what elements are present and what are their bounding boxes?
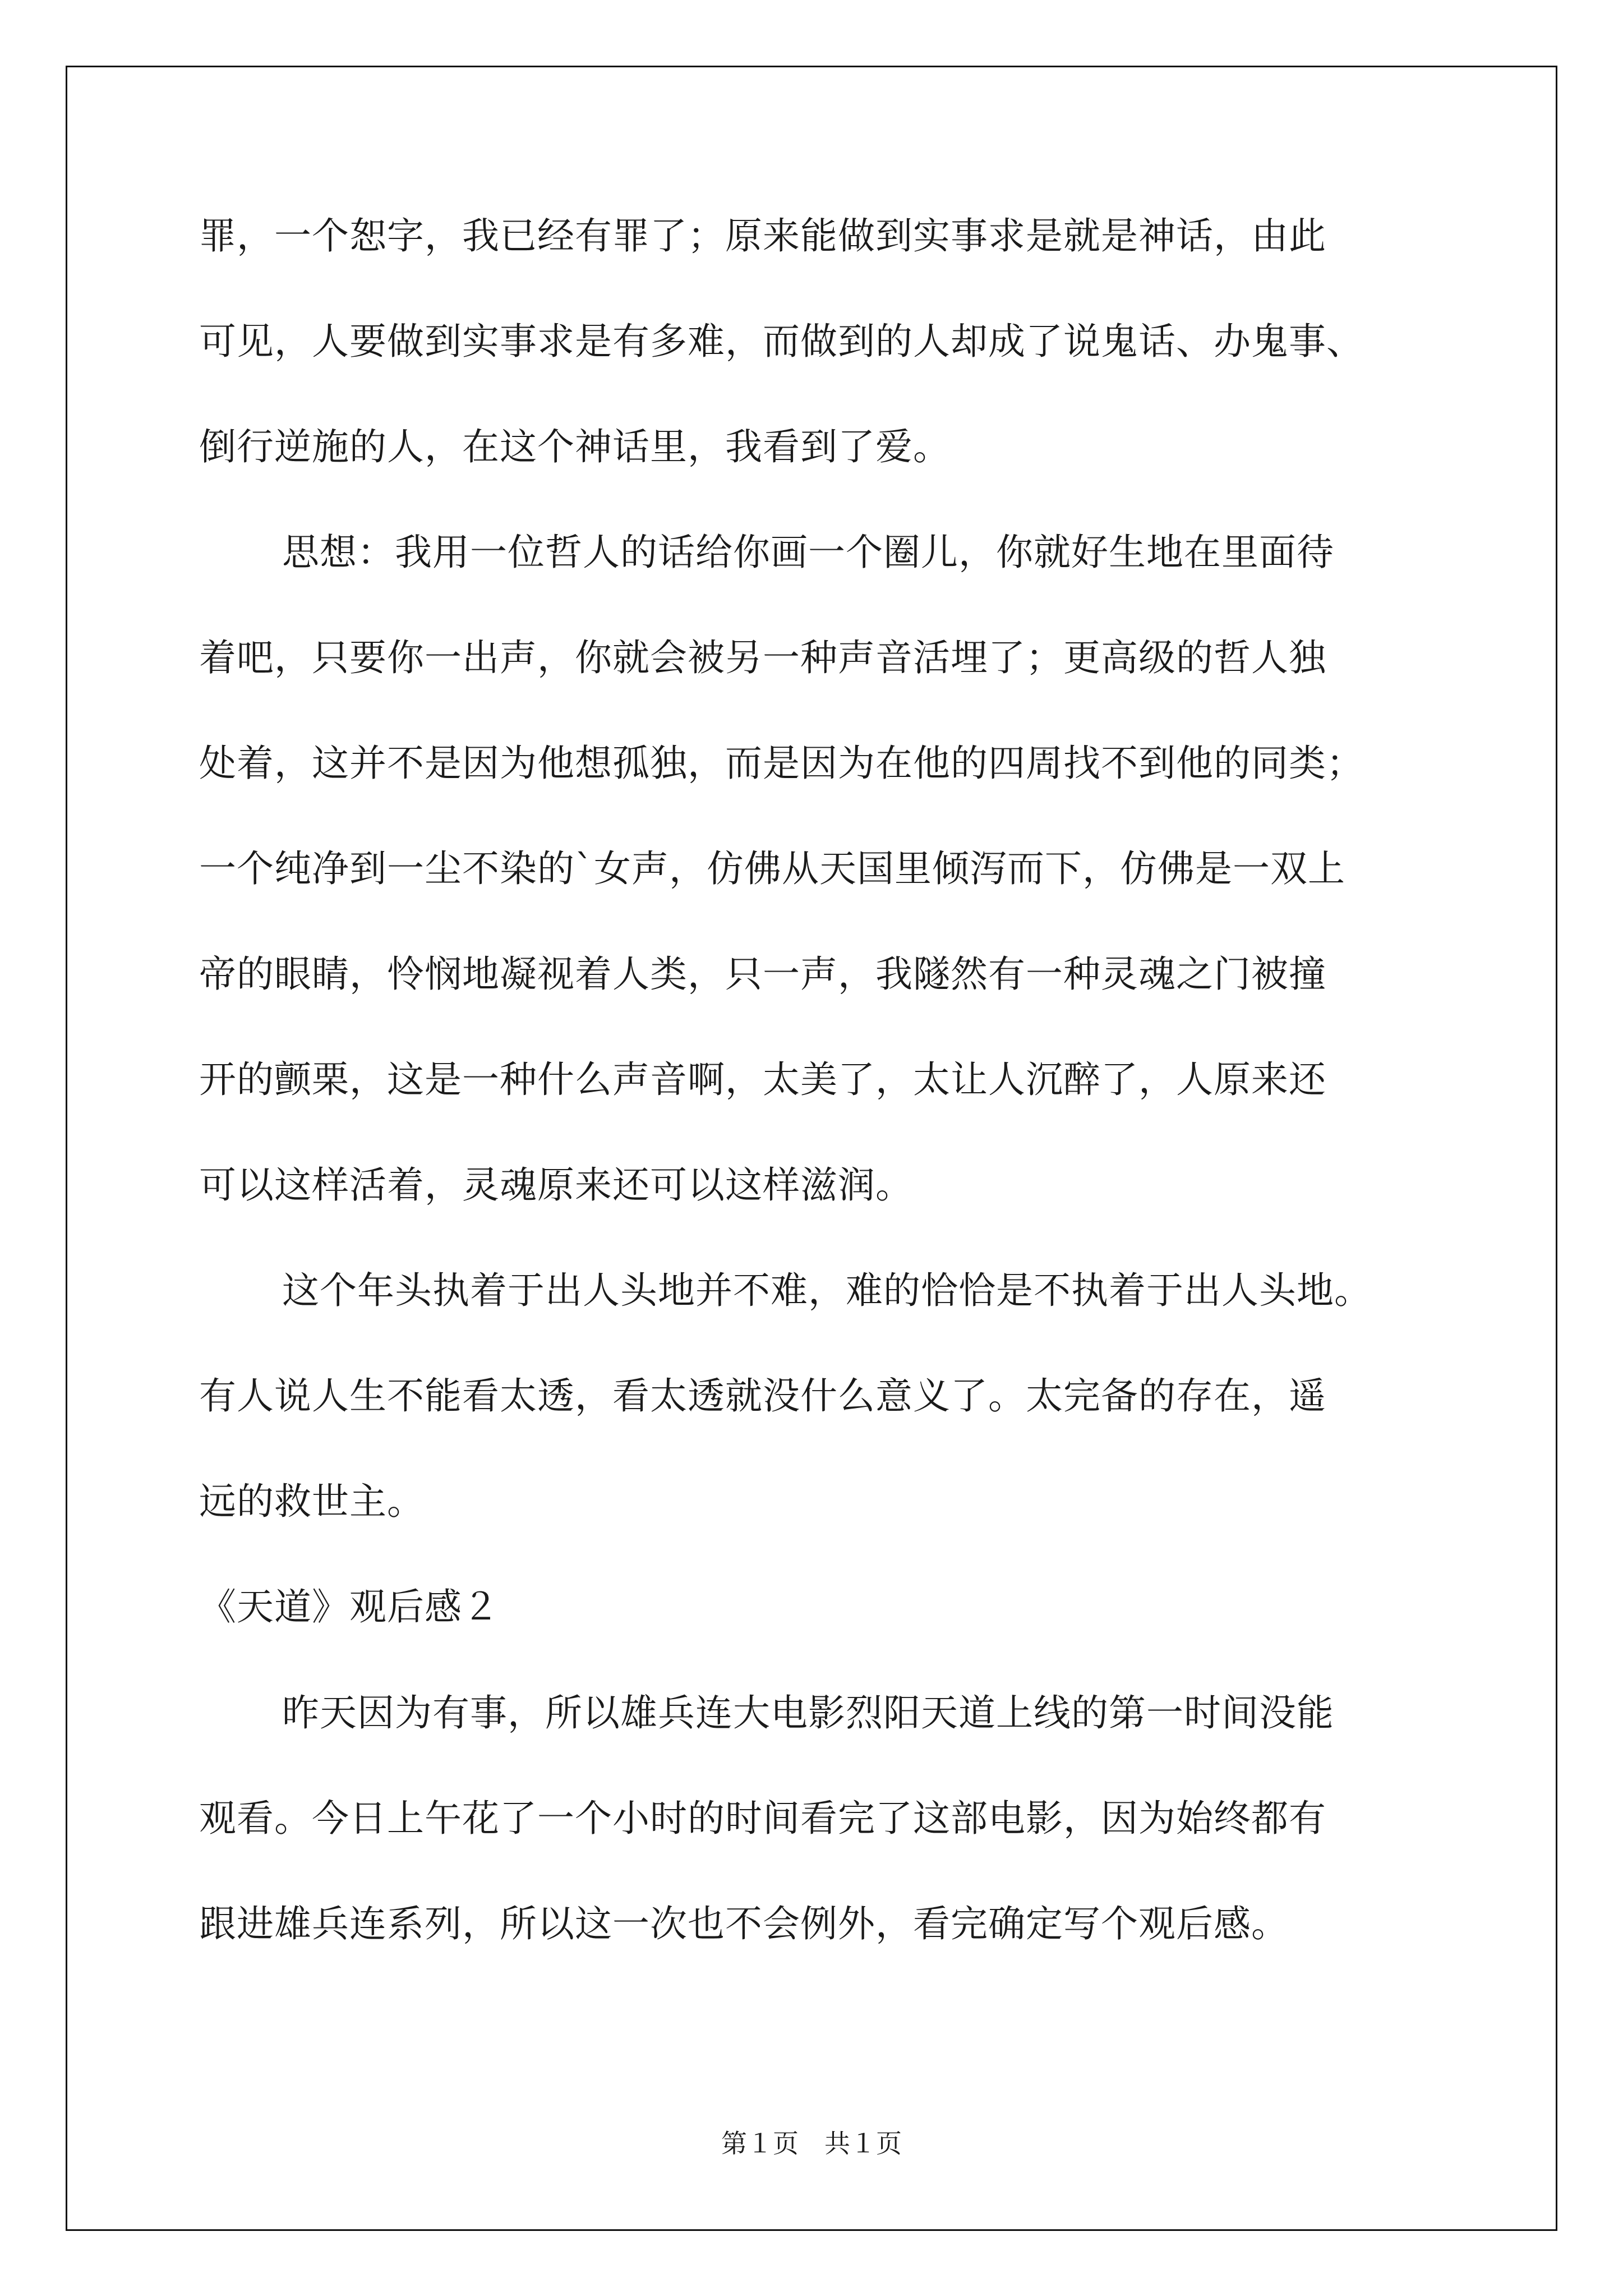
text-line-3: 倒行逆施的人，在这个神话里，我看到了爱。 (199, 425, 951, 468)
text-line-9: 开的颤栗，这是一种什么声音啊，太美了，太让人沉醉了，人原来还 (199, 1058, 1326, 1101)
text-line-14: 昨天因为有事，所以雄兵连大电影烈阳天道上线的第一时间没能 (282, 1691, 1334, 1734)
text-line-12: 有人说人生不能看太透，看太透就没什么意义了。太完备的存在，遥 (199, 1374, 1326, 1418)
text-line-5: 着吧，只要你一出声，你就会被另一种声音活埋了；更高级的哲人独 (199, 636, 1326, 679)
text-line-8: 帝的眼睛，怜悯地凝视着人类，只一声，我隧然有一种灵魂之门被撞 (199, 953, 1326, 996)
text-line-4: 思想：我用一位哲人的话给你画一个圈儿，你就好生地在里面待 (282, 531, 1334, 574)
text-line-1: 罪，一个恕字，我已经有罪了；原来能做到实事求是就是神话，由此 (199, 214, 1326, 257)
text-line-10: 可以这样活着，灵魂原来还可以这样滋润。 (199, 1163, 913, 1207)
section-heading: 《天道》观后感２ (199, 1585, 500, 1628)
text-line-11: 这个年头执着于出人头地并不难，难的恰恰是不执着于出人头地。 (282, 1269, 1372, 1312)
page-footer: 第１页 共１页 (721, 2128, 902, 2159)
text-line-2: 可见，人要做到实事求是有多难，而做到的人却成了说鬼话、办鬼事、 (199, 320, 1364, 363)
text-line-6: 处着，这并不是因为他想孤独，而是因为在他的四周找不到他的同类； (199, 742, 1364, 785)
text-line-15: 观看。今日上午花了一个小时的时间看完了这部电影，因为始终都有 (199, 1797, 1326, 1840)
document-body (199, 214, 1489, 2011)
text-line-7: 一个纯净到一尘不染的`女声，仿佛从天国里倾泻而下，仿佛是一双上 (199, 847, 1345, 890)
text-line-13: 远的救世主。 (199, 1480, 425, 1523)
text-line-16: 跟进雄兵连系列，所以这一次也不会例外，看完确定写个观后感。 (199, 1902, 1289, 1945)
